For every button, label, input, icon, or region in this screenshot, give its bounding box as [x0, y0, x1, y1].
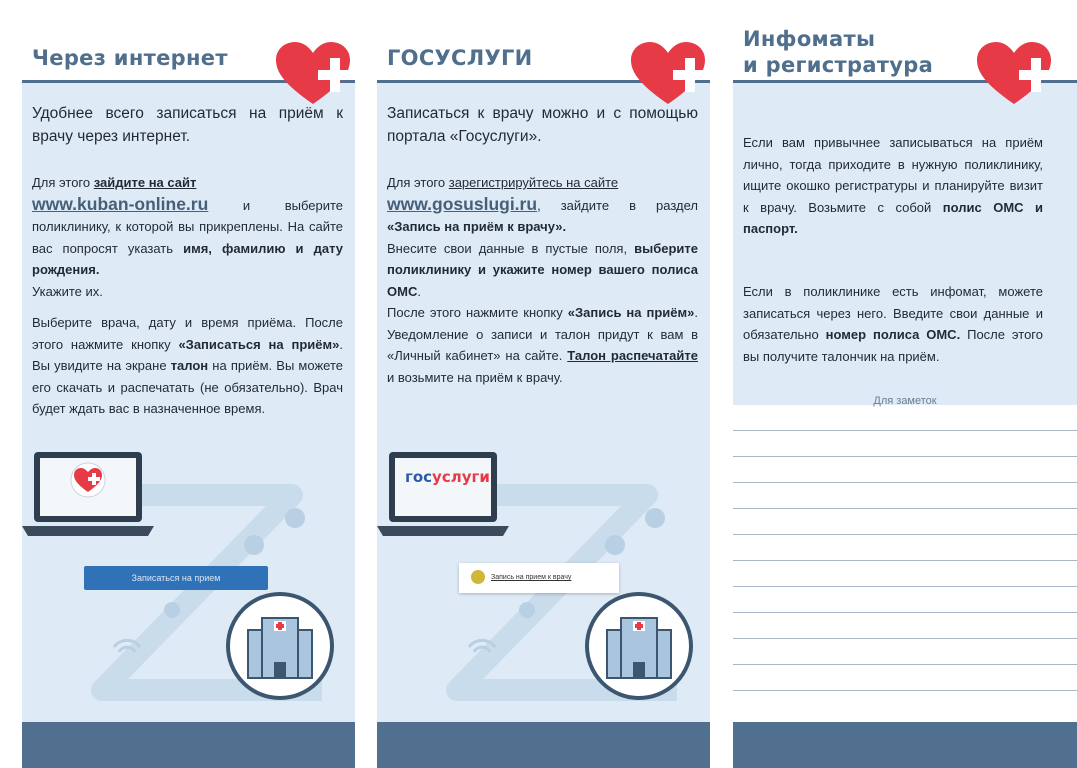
- note-line[interactable]: [733, 482, 1077, 483]
- intro-text: Записаться к врачу можно и с помощью портала «Госуслуги».: [387, 105, 698, 145]
- heart-cross-icon: [274, 40, 352, 108]
- heart-cross-icon: [975, 40, 1053, 108]
- intro-text: Удобнее всего записаться на приём к врачу через интернет.: [32, 105, 343, 145]
- panel-title: Инфоматы и регистратура: [743, 27, 934, 77]
- note-line[interactable]: [733, 456, 1077, 457]
- panel-gosuslugi: [377, 0, 710, 768]
- note-line[interactable]: [733, 534, 1077, 535]
- panel-title: Через интернет: [32, 46, 228, 70]
- panel-title: ГОСУСЛУГИ: [387, 46, 533, 70]
- refresh-icon: [164, 602, 180, 618]
- booking-instructions: Выберите врача, дату и время приёма. После этого нажмите кнопку «Записаться на приём». Вы увидите на экране талон на приём. Вы можете его скачать и распечатать (не обязательно). Врач будет ждать вас в назначенное время.: [32, 315, 343, 416]
- email-icon: [285, 508, 305, 528]
- note-line[interactable]: [733, 508, 1077, 509]
- gosuslugi-link[interactable]: www.gosuslugi.ru: [387, 193, 538, 214]
- panel-internet: [22, 0, 355, 768]
- laptop-icon: [377, 452, 509, 536]
- note-line[interactable]: [733, 690, 1077, 691]
- panel-footer: [377, 722, 710, 768]
- infomat-instructions: Если в поликлинике есть инфомат, можете записаться через него. Введите свои данные и обязательно номер полиса ОМС. После этого вы получите талончик на приём.: [743, 284, 1043, 364]
- note-line[interactable]: [733, 612, 1077, 613]
- book-appointment-button[interactable]: Записаться на прием: [84, 566, 268, 590]
- hospital-icon: [587, 594, 691, 698]
- appointment-slip[interactable]: Запись на прием к врачу: [459, 563, 619, 593]
- note-line[interactable]: [733, 664, 1077, 665]
- gosuslugi-instructions: Для этого зарегистрируйтесь на сайте www.gosuslugi.ru, зайдите в раздел «Запись на приём к врачу». Внесите свои данные в пустые поля, выберите поликлинику и укажите номер вашего полиса ОМС. После этого нажмите кнопку «Запись на приём». Уведомление о записи и талон придут к вам в «Личный кабинет» на сайте. Талон распечатайте и возьмите на приём к врачу.: [387, 175, 699, 385]
- notes-label: Для заметок: [873, 395, 937, 407]
- laptop-icon: [22, 452, 154, 536]
- in-person-instructions: Если вам привычнее записываться на приём лично, тогда приходите в нужную поликлинику, ищите окошко регистратуры и планируйте визит к врачу. Возьмите с собой полис ОМС и паспорт.: [743, 135, 1044, 236]
- gosuslugi-screen-logo: госуслуги: [405, 468, 490, 486]
- refresh-icon: [519, 602, 535, 618]
- kuban-online-link[interactable]: www.kuban-online.ru: [32, 193, 209, 214]
- note-line[interactable]: [733, 638, 1077, 639]
- panel-footer: [733, 722, 1077, 768]
- note-line[interactable]: [733, 586, 1077, 587]
- note-line[interactable]: [733, 430, 1077, 431]
- hospital-icon: [228, 594, 332, 698]
- email-icon: [645, 508, 665, 528]
- panel-infomats: [733, 0, 1077, 768]
- heart-cross-icon: [629, 40, 707, 108]
- note-line[interactable]: [733, 560, 1077, 561]
- globe-icon: [605, 535, 625, 555]
- panel-footer: [22, 722, 355, 768]
- website-instructions: Для этого зайдите на сайт www.kuban-online.ru и выберите поликлинику, к которой вы прикреплены. На сайте вас попросят указать имя, фамилию и дату рождения. Укажите их.: [32, 175, 343, 299]
- globe-icon: [244, 535, 264, 555]
- emblem-icon: [471, 570, 485, 584]
